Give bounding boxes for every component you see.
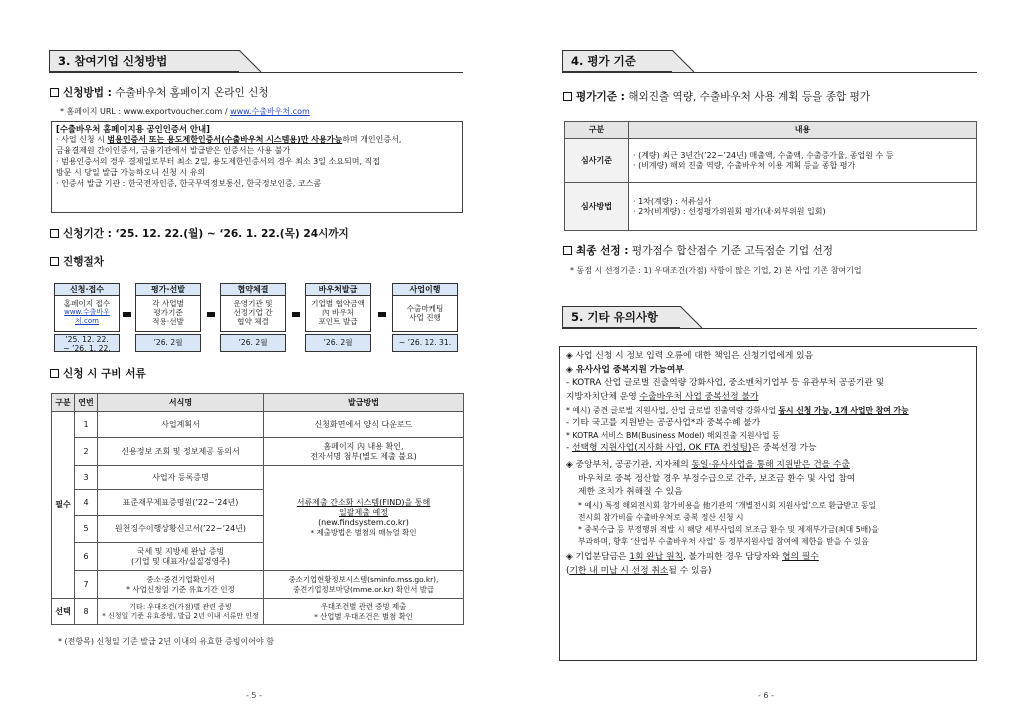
section-4-header <box>562 50 977 72</box>
header-slant-icon <box>239 50 263 73</box>
section-3-header <box>49 50 463 72</box>
merged-submit-method: 서류제출 간소화 시스템(FIND)을 통해 일괄제출 예정 (new.findsystem.co.kr) * 제출방법은 별첨의 매뉴얼 확인 <box>264 466 464 571</box>
final-selection: 최종 선정 : 평가점수 합산점수 기준 고득점순 기업 선정 <box>563 245 833 259</box>
table-row: 7 중소·중견기업확인서 * 사업신청일 기준 유효기간 인정 중소기업현황정보시스템(sminfo.mss.go.kr), 중견기업정보마당(mme.or.kr) 확인서 발급 <box>52 571 464 599</box>
flow-arrow-icon <box>292 312 300 317</box>
square-bullet-icon <box>50 88 59 97</box>
flow-step-agreement: 협약체결 운영기관 및 선정기업 간 협약 체결 ’26. 2월 <box>220 283 286 352</box>
page-number-6: - 6 - <box>758 691 774 700</box>
square-bullet-icon <box>50 229 59 238</box>
table-row: 3 사업자 등록증명 서류제출 간소화 시스템(FIND)을 통해 일괄제출 예정 (new.findsystem.co.kr) * 제출방법은 별첨의 매뉴얼 확인 <box>52 466 464 490</box>
homepage-note: * 홈페이지 URL : www.exportvoucher.com / www.수출바우처.com <box>60 107 310 116</box>
docs-note: * (전항목) 신청일 기준 발급 2년 이내의 유효한 증빙이어야 함 <box>58 637 274 646</box>
flow-step-apply: 신청·접수 홈페이지 접수 www.수출바우처.com ’25. 12. 22. ~ ’26. 1. 22. <box>54 283 120 352</box>
flow-arrow-icon <box>378 312 386 317</box>
table-row: 5 원천징수이행상황신고서(’22~’24년) <box>52 516 464 543</box>
procedure-heading: 진행절차 <box>50 256 104 270</box>
table-row: 선택 8 기타: 우대조건(가점)별 관련 증빙 * 신청일 기준 유효증빙, 발급 2년 이내 서류만 인정 우대조건별 관련 증빙 제출 * 산업별 우대조건은 별첨 확인 <box>52 599 464 625</box>
homepage-link[interactable]: www.수출바우처.com <box>230 107 310 116</box>
flow-arrow-icon <box>123 312 131 317</box>
eval-table: 구분 내용 심사기준 · (계량) 최근 3년간(’22~’24년) 매출액, 수출액, 수출증가율, 종업원 수 등 · (비계량) 해외 진출 역량, 수출바우처 이용 계획 등을 종합 평가 심사방법 · 1차(계량) : 서류심사 · 2차(비계량) : 선정평가위원회 평가(내·외부위원 입회) <box>564 121 977 231</box>
square-bullet-icon <box>563 92 572 101</box>
etc-notes-box: ◈ 사업 신청 시 정보 입력 오류에 대한 책임은 신청기업에게 있음 ◈ 유사사업 중복지원 가능여부 - KOTRA 산업 글로벌 진출역량 강화사업, 중소벤처기업부 등 유관부처 공공기관 및 지방자치단체 운영 수출바우처 사업 중복선정 불가 * 예시) 중견 글로벌 지원사업, 산업 글로벌 진출역량 강화사업 동시 신청 가능, 1개 사업만 참여 가능 - 기타 국고를 지원받는 공공사업*과 중복수혜 불가 * KOTRA 서비스 BM(Business Model) 해외진출 지원사업 등 - 선택형 지원사업(지사화 사업, OK FTA 컨설팅)은 중복선정 가능 ◈ 중앙부처, 공공기관, 지자체의 동일·유사사업을 통해 지원받은 건을 수출 바우처로 중복 정산할 경우 부정수급으로 간주, 보조금 환수 및 사업 참여 제한 조치가 취해질 수 있음 * 예시) 특정 해외전시회 참가비용을 他기관의 ‘개별전시회 지원사업’으로 환급받고 동일 전시회 참가비를 수출바우처로 중복 정산 신청 시 * 중복수급 등 부정행위 적발 시 해당 세부사업의 보조금 환수 및 제재부가금(최대 5배)을 부과하며, 향후 ‘산업부 수출바우처 사업’ 등 정부지원사업 참여에 제한을 받을 수 있음 ◈ 기업분담금은 1회 완납 원칙, 불가피한 경우 담당자와 협의 필수 (기한 내 미납 시 선정 취소될 수 있음) <box>559 346 977 661</box>
tie-break-note: * 동점 시 선정기준 : 1) 우대조건(가점) 사항이 많은 기업, 2) 본 사업 기존 참여기업 <box>570 266 862 275</box>
table-row: 2 신용정보 조회 및 정보제공 동의서 홈페이지 內 내용 확인, 전자서명 첨부(별도 제출 불요) <box>52 438 464 466</box>
square-bullet-icon <box>563 246 572 255</box>
section-4-title: 4. 평가 기준 <box>562 50 672 72</box>
eval-criteria: 평가기준 : 해외진출 역량, 수출바우처 사용 계획 등을 종합 평가 <box>563 91 870 105</box>
table-row: 필수 1 사업계획서 신청화면에서 양식 다운로드 <box>52 412 464 438</box>
flow-step-evaluate: 평가·선발 각 사업별 평가기준 적용·선발 ’26. 2월 <box>135 283 201 352</box>
section-5-header <box>562 306 977 328</box>
table-row: 4 표준재무제표증명원(’22~’24년) <box>52 490 464 516</box>
flow-step-voucher: 바우처발급 기업별 협약금액 內 바우처 포인트 발급 ’26. 2월 <box>305 283 371 352</box>
section-3-title: 3. 참여기업 신청방법 <box>49 50 239 72</box>
docs-heading: 신청 시 구비 서류 <box>50 368 146 382</box>
square-bullet-icon <box>50 257 59 266</box>
flow-step-execute: 사업이행 수출마케팅 사업 진행 ~ ’26. 12. 31. <box>392 283 458 352</box>
table-row: 심사방법 · 1차(계량) : 서류심사 · 2차(비계량) : 선정평가위원회 평가(내·외부위원 입회) <box>565 183 977 231</box>
table-row: 6 국세 및 지방세 완납 증빙 (기업 및 대표자/실질경영주) <box>52 543 464 571</box>
header-slant-icon <box>672 50 696 73</box>
section-5-title: 5. 기타 유의사항 <box>562 306 680 328</box>
apply-period: 신청기간 : ‘25. 12. 22.(월) ~ ‘26. 1. 22.(목) 24시까지 <box>50 228 349 242</box>
apply-method: 신청방법 : 수출바우처 홈페이지 온라인 신청 <box>50 87 269 101</box>
flow-arrow-icon <box>207 312 215 317</box>
certificate-info-box: [수출바우처 홈페이지용 공인인증서 안내] · 사업 신청 시 범용인증서 또는 용도제한인증서(수출바우처 시스템용)만 사용가능하며 개인인증서, 금융결제원 간이인증서, 금융기관에서 발급받은 인증서는 사용 불가 · 범용인증서의 경우 결제일로부터 최소 2일, 용도제한인증서의 경우 최소 3일 소요되며, 직접 방문 시 당일 발급 가능하오니 신청 시 유의 · 인증서 발급 기관 : 한국전자인증, 한국무역정보통신, 한국정보인증, 코스콤 <box>51 121 463 213</box>
square-bullet-icon <box>50 369 59 378</box>
table-row: 심사기준 · (계량) 최근 3년간(’22~’24년) 매출액, 수출액, 수출증가율, 종업원 수 등 · (비계량) 해외 진출 역량, 수출바우처 이용 계획 등을 종합 평가 <box>565 139 977 183</box>
header-slant-icon <box>680 306 704 329</box>
page-number-5: - 5 - <box>246 691 262 700</box>
required-docs-table: 구분 연번 서식명 발급방법 필수 1 사업계획서 신청화면에서 양식 다운로드 2 신용정보 조회 및 정보제공 동의서 홈페이지 內 내용 확인, 전자서명 첨부(별도 제출 불요) 3 사업자 등록증명 서류제출 간소화 시스템(FIND)을 통해 일괄제출 예정 (new.findsystem.co.kr) * 제출방법은 별첨의 매뉴얼 확인 4 표준재무제표증명원(’22~’24년) 5 원천징수이행상황신고서(’22~’24년) 6 국세 및 지방세 완납 증빙 (기업 및 대표자/실질경영주) 7 중소·중견기업확인서 * 사업신청일 기준 유효기간 인정 중소기업현황정보시스템(sminfo.mss.go.kr), 중견기업정보마당(mme.or.kr) 확인서 발급 선택 8 기타: 우대조건(가점)별 관련 증빙 * 신청일 기준 유효증빙, 발급 2년 이내 서류만 인정 우대조건별 관련 증빙 제출 * 산업별 우대조건은 별첨 확인 <box>51 393 464 625</box>
